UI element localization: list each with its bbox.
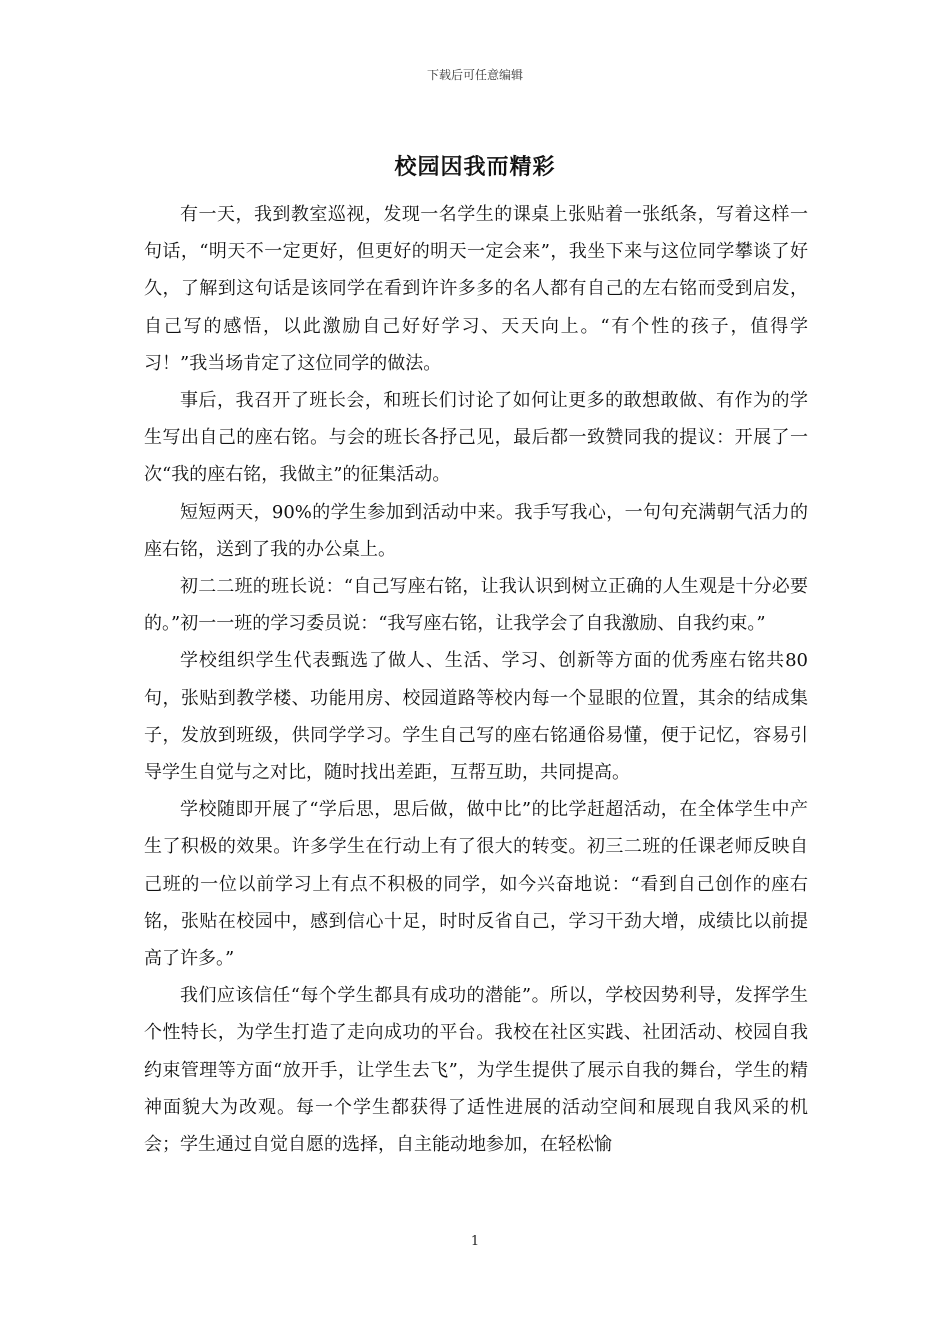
- paragraph-7: 我们应该信任“每个学生都具有成功的潜能”。所以，学校因势利导，发挥学生个性特长，为学生打造了走向成功的平台。我校在社区实践、社团活动、校园自我约束管理等方面“放开手，让学生去飞”，为学生提供了展示自我的舞台，学生的精神面貌大为改观。每一个学生都获得了适性进展的活动空间和展现自我风采的机会；学生通过自觉自愿的选择，自主能动地参加，在轻松愉: [144, 985, 808, 1156]
- paragraph-3: 短短两天，90%的学生参加到活动中来。我手写我心，一句句充满朝气活力的座右铭，送到了我的办公桌上。: [144, 501, 808, 560]
- header-note: 下载后可任意编辑: [426, 68, 523, 82]
- paragraph-2: 事后，我召开了班长会，和班长们讨论了如何让更多的敢想敢做、有作为的学生写出自己的座右铭。与会的班长各抒己见，最后都一致赞同我的提议：开展了一次“我的座右铭，我做主”的征集活动。: [144, 390, 808, 486]
- document-title: 校园因我而精彩: [394, 155, 556, 180]
- document-body: [144, 196, 808, 1163]
- paragraph-1: 有一天，我到教室巡视，发现一名学生的课桌上张贴着一张纸条，写着这样一句话，“明天不一定更好，但更好的明天一定会来”，我坐下来与这位同学攀谈了好久，了解到这句话是该同学在看到许许多多的名人都有自己的左右铭而受到启发，自己写的感悟，以此激励自己好好学习、天天向上。“有个性的孩子，值得学习！”我当场肯定了这位同学的做法。: [144, 204, 808, 374]
- paragraph-5: 学校组织学生代表甄选了做人、生活、学习、创新等方面的优秀座右铭共80句，张贴到教学楼、功能用房、校园道路等校内每一个显眼的位置，其余的结成集子，发放到班级，供同学学习。学生自己写的座右铭通俗易懂，便于记忆，容易引导学生自觉与之对比，随时找出差距，互帮互助，共同提高。: [144, 650, 808, 784]
- paragraph-6: 学校随即开展了“学后思，思后做，做中比”的比学赶超活动，在全体学生中产生了积极的效果。许多学生在行动上有了很大的转变。初三二班的任课老师反映自己班的一位以前学习上有点不积极的同学，如今兴奋地说：“看到自己创作的座右铭，张贴在校园中，感到信心十足，时时反省自己，学习干劲大增，成绩比以前提高了许多。”: [144, 799, 808, 970]
- paragraph-4: 初二二班的班长说：“自己写座右铭，让我认识到树立正确的人生观是十分必要的。”初一一班的学习委员说：“我写座右铭，让我学会了自我激励、自我约束。”: [144, 576, 808, 635]
- page-number: 1: [470, 1234, 480, 1249]
